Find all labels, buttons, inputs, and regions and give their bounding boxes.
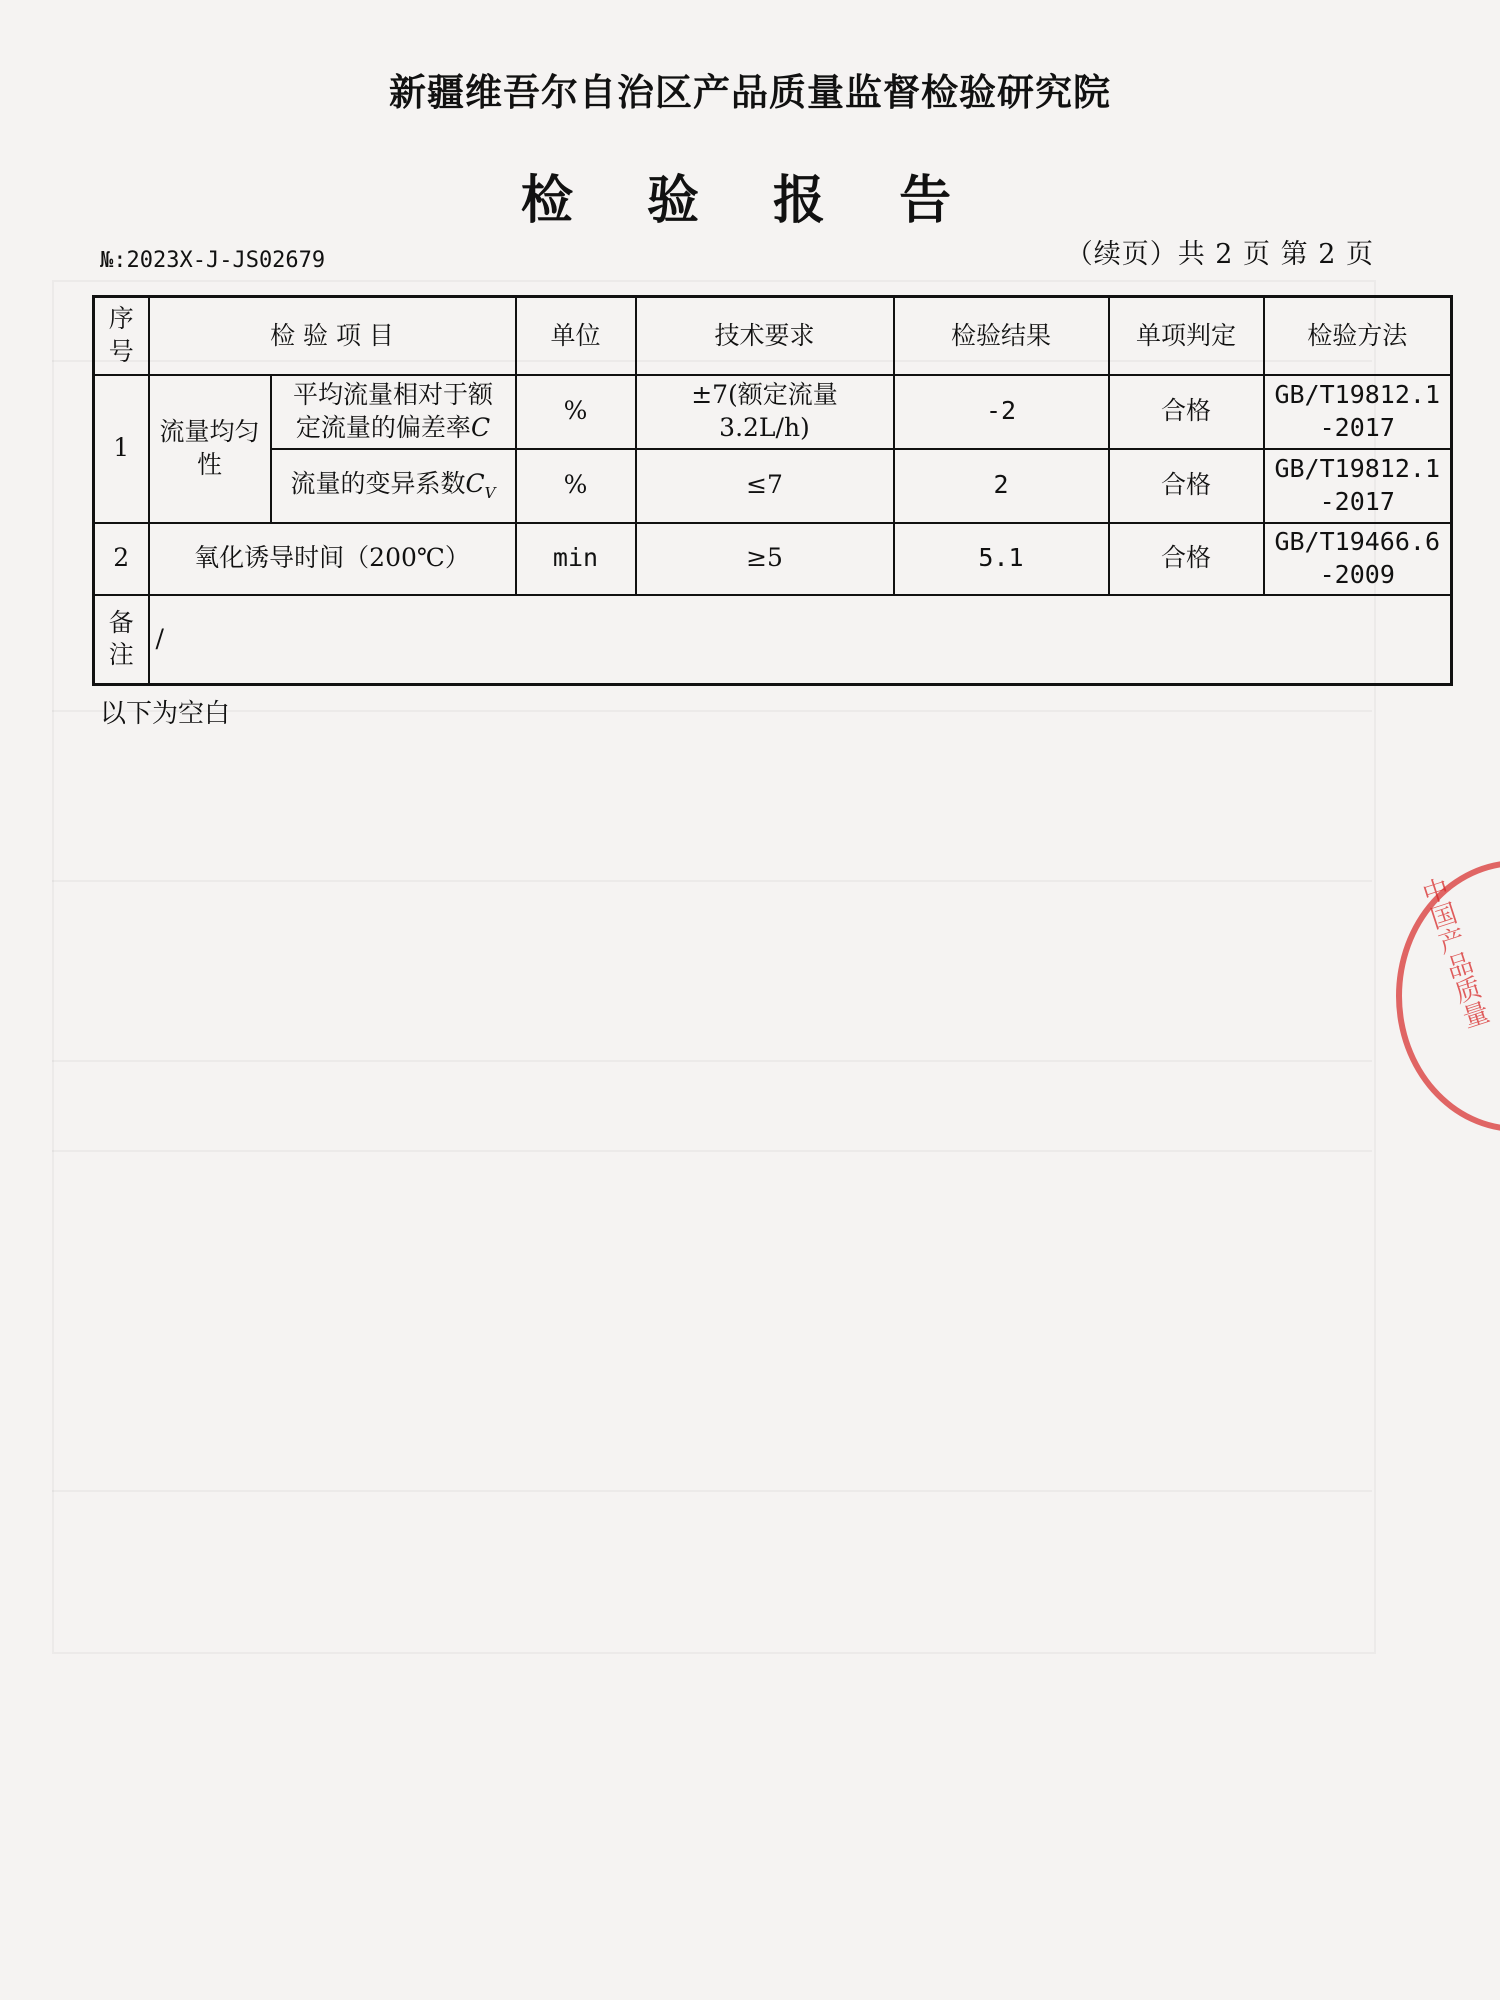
bleed-through-line bbox=[52, 1060, 1372, 1062]
table-header-row bbox=[94, 297, 1452, 375]
sub-item-subscript: V bbox=[484, 483, 496, 502]
row-item: 氧化诱导时间（200℃） bbox=[149, 523, 516, 595]
sub-item-symbol: C bbox=[470, 412, 491, 442]
row-sub-item bbox=[271, 449, 516, 523]
sub-item-label: 平均流量相对于额定流量的偏差率 bbox=[292, 380, 493, 442]
header-requirement: 技术要求 bbox=[636, 297, 894, 375]
row-requirement: ±7(额定流量3.2L/h) bbox=[636, 375, 894, 449]
bleed-through-line bbox=[52, 880, 1372, 882]
header-seq: 序号 bbox=[94, 297, 149, 375]
row-result: 5.1 bbox=[894, 523, 1109, 595]
page-indicator: （续页）共 2 页 第 2 页 bbox=[1065, 239, 1374, 270]
table-row bbox=[94, 375, 1452, 449]
row-sub-item bbox=[271, 375, 516, 449]
document-title: 检 验 报 告 bbox=[520, 171, 980, 231]
header-unit: 单位 bbox=[516, 297, 636, 375]
results-table bbox=[92, 295, 1453, 686]
row-judgement: 合格 bbox=[1109, 449, 1264, 523]
row-unit: % bbox=[516, 449, 636, 523]
seal-lettering: 中国产品质量 bbox=[1414, 874, 1492, 1032]
blank-below-note: 以下为空白 bbox=[100, 699, 231, 729]
remarks-label: 备注 bbox=[94, 595, 149, 685]
row-result: -2 bbox=[894, 375, 1109, 449]
header-method: 检验方法 bbox=[1264, 297, 1452, 375]
row-requirement: ≤7 bbox=[636, 449, 894, 523]
header-judgement: 单项判定 bbox=[1109, 297, 1264, 375]
row-unit: min bbox=[516, 523, 636, 595]
bleed-through-line bbox=[52, 1490, 1372, 1492]
row-result: 2 bbox=[894, 449, 1109, 523]
row-requirement: ≥5 bbox=[636, 523, 894, 595]
row-group: 流量均匀性 bbox=[149, 375, 271, 523]
remarks-value: / bbox=[149, 595, 1452, 685]
row-method: GB/T19812.1-2017 bbox=[1264, 449, 1452, 523]
table-row bbox=[94, 523, 1452, 595]
row-judgement: 合格 bbox=[1109, 523, 1264, 595]
row-seq: 2 bbox=[94, 523, 149, 595]
remarks-row bbox=[94, 595, 1452, 685]
report-number: №:2023X-J-JS02679 bbox=[100, 248, 326, 273]
row-judgement: 合格 bbox=[1109, 375, 1264, 449]
row-method: GB/T19812.1-2017 bbox=[1264, 375, 1452, 449]
bleed-through-line bbox=[52, 1150, 1372, 1152]
header-item: 检 验 项 目 bbox=[149, 297, 516, 375]
row-unit: % bbox=[516, 375, 636, 449]
bleed-through-line bbox=[52, 710, 1372, 712]
sub-item-label: 流量的变异系数 bbox=[290, 468, 466, 498]
row-seq: 1 bbox=[94, 375, 149, 523]
sub-item-symbol: C bbox=[465, 468, 485, 498]
table-row bbox=[94, 449, 1452, 523]
row-method: GB/T19466.6-2009 bbox=[1264, 523, 1452, 595]
institute-name: 新疆维吾尔自治区产品质量监督检验研究院 bbox=[389, 71, 1111, 114]
header-result: 检验结果 bbox=[894, 297, 1109, 375]
